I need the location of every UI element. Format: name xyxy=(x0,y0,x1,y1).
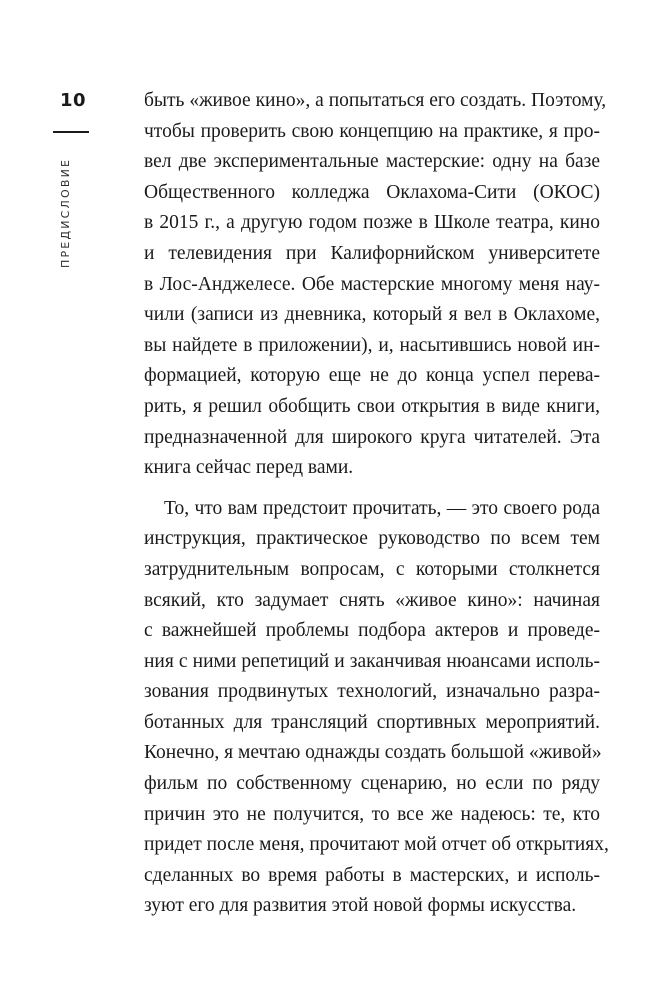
text-line: быть «живое кино», а попытаться его создать. Поэтому, xyxy=(144,90,607,111)
page-number-rule xyxy=(53,131,89,133)
text-line: ния с ними репетиций и заканчивая нюансами исполь- xyxy=(144,650,600,672)
text-line: ботанных для трансляций спортивных мероприятий. xyxy=(144,711,600,733)
text-line: книга сейчас перед вами. xyxy=(144,457,354,479)
page-number: 10 xyxy=(60,90,87,111)
paragraph xyxy=(144,494,609,922)
body-text xyxy=(144,86,609,932)
text-line: зования продвинутых технологий, изначально разра- xyxy=(144,681,600,703)
text-line: с важнейшей проблемы подбора актеров и проведе- xyxy=(144,620,600,642)
text-line: инструкция, практическое руководство по всем тем xyxy=(144,528,600,550)
text-line: придет после меня, прочитают мой отчет об открытиях, xyxy=(144,834,609,856)
text-line: чили (записи из дневника, который я вел в Оклахоме, xyxy=(144,304,600,326)
text-line: всякий, кто задумает снять «живое кино»: начиная xyxy=(144,589,600,611)
text-line: рить, я решил обобщить свои открытия в виде книги, xyxy=(144,395,600,417)
running-head: ПРЕДИСЛОВИЕ xyxy=(59,157,72,268)
text-line: вы найдете в приложении), и, насытившись новой ин- xyxy=(144,334,600,356)
text-line: формацией, которую еще не до конца успел перева- xyxy=(144,365,600,387)
text-line: затруднительным вопросам, с которыми столкнется xyxy=(144,558,600,580)
text-line: зуют его для развития этой новой формы искусства. xyxy=(144,895,577,917)
text-line: чтобы проверить свою концепцию на практике, я про- xyxy=(144,120,600,142)
text-line: фильм по собственному сценарию, но если по ряду xyxy=(144,773,600,795)
text-line: сделанных во время работы в мастерских, и исполь- xyxy=(144,864,600,886)
text-line: в 2015 г., а другую годом позже в Школе театра, кино xyxy=(144,212,600,234)
text-line: в Лос-Анджелесе. Обе мастерские многому меня нау- xyxy=(144,273,600,295)
text-line: Конечно, я мечтаю однажды создать большой «живой» xyxy=(144,742,602,764)
text-line: вел две экспериментальные мастерские: одну на базе xyxy=(144,151,600,173)
text-line: То, что вам предстоит прочитать, — это своего рода xyxy=(164,497,600,519)
text-line: Общественного колледжа Оклахома-Сити (ОКОС) xyxy=(144,181,600,203)
paragraph xyxy=(144,86,607,484)
text-line: причин это не получится, то все же надеюсь: те, кто xyxy=(144,803,600,825)
text-line: и телевидения при Калифорнийском университете xyxy=(144,242,600,264)
text-line: предназначенной для широкого круга читателей. Эта xyxy=(144,426,600,448)
